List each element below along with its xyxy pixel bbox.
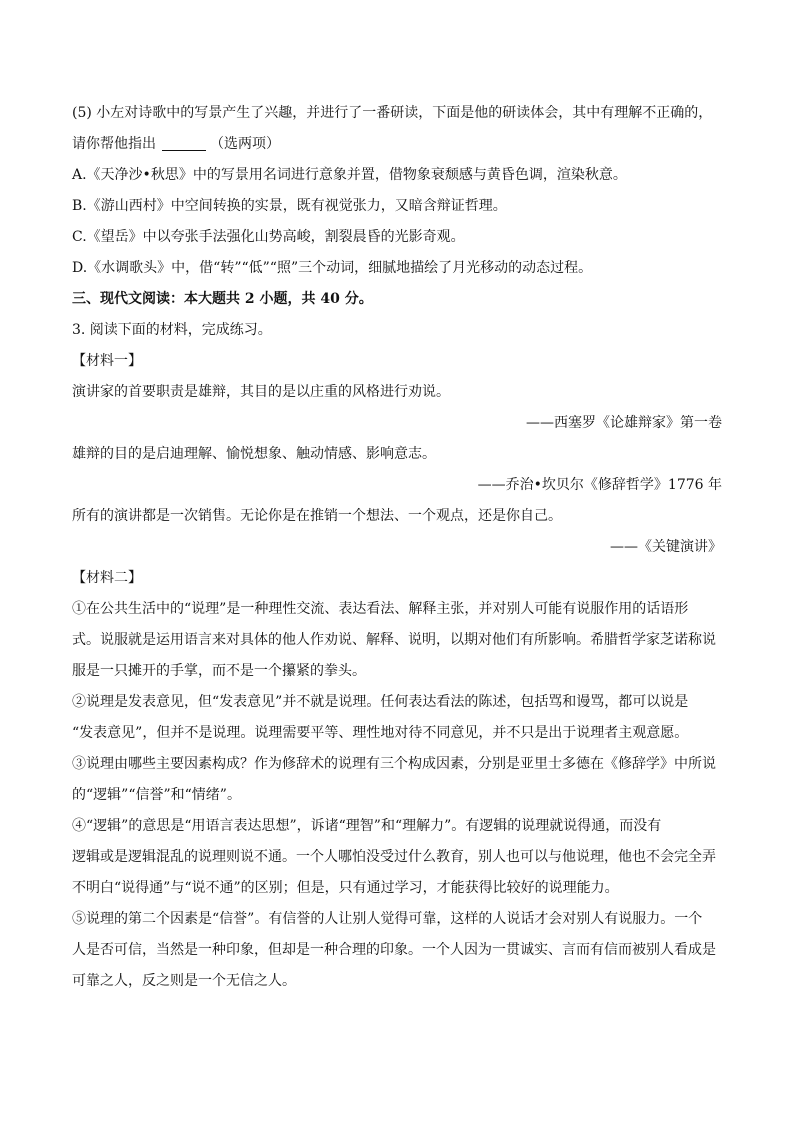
quote-3-text: 所有的演讲都是一次销售。无论你是在推销一个想法、一个观点，还是你自己。 <box>72 508 562 524</box>
material-2-line: 人是否可信，当然是一种印象，但却是一种合理的印象。一个人因为一贯诚实、言而有信而被别人看成是 <box>72 942 716 958</box>
material-2-line: ③说理由哪些主要因素构成？作为修辞术的说理有三个构成因素，分别是亚里士多德在《修辞学》中所说 <box>72 756 716 772</box>
answer-blank[interactable] <box>162 134 206 151</box>
quote-1-source: ——西塞罗《论雄辩家》第一卷 <box>526 415 722 431</box>
material-2-line: ①在公共生活中的“说理”是一种理性交流、表达看法、解释主张，并对别人可能有说服作用的话语形 <box>72 601 689 617</box>
document-page <box>72 98 722 997</box>
material-1-title: 【材料一】 <box>72 353 142 369</box>
material-2-line: “发表意见”，但并不是说理。说理需要平等、理性地对待不同意见，并不只是出于说理者主观意愿。 <box>72 725 689 741</box>
option-a: A.《天净沙•秋思》中的写景用名词进行意象并置，借物象衰颓感与黄昏色调，渲染秋意。 <box>72 167 627 183</box>
question-5-line-1: (5) 小左对诗歌中的写景产生了兴趣，并进行了一番研读，下面是他的研读体会，其中有理解不正确的， <box>72 105 713 121</box>
material-2-line: 逻辑或是逻辑混乱的说理则说不通。一个人哪怕没受过什么教育，别人也可以与他说理，他也不会完全弄 <box>72 849 716 865</box>
option-b: B.《游山西村》中空间转换的实景，既有视觉张力，又暗含辩证哲理。 <box>72 198 507 214</box>
question-5-line-2 <box>72 129 722 160</box>
material-2-title: 【材料二】 <box>72 570 142 586</box>
quote-2-text: 雄辩的目的是启迪理解、愉悦想象、触动情感、影响意志。 <box>72 446 436 462</box>
question-3-intro: 3. 阅读下面的材料，完成练习。 <box>72 322 272 338</box>
material-2-line: 式。说服就是运用语言来对具体的他人作劝说、解释、说明，以期对他们有所影响。希腊哲学家芝诺称说 <box>72 632 716 648</box>
section-3-heading: 三、现代文阅读：本大题共 2 小题，共 40 分。 <box>72 291 373 307</box>
quote-1-text: 演讲家的首要职责是雄辩，其目的是以庄重的风格进行劝说。 <box>72 384 450 400</box>
option-d: D.《水调歌头》中，借“转”“低”“照”三个动词，细腻地描绘了月光移动的动态过程。 <box>72 260 593 276</box>
material-2-line: 不明白“说得通”与“说不通”的区别；但是，只有通过学习，才能获得比较好的说理能力。 <box>72 880 619 896</box>
material-2-line: 服是一只摊开的手掌，而不是一个攥紧的拳头。 <box>72 663 366 679</box>
option-c: C.《望岳》中以夸张手法强化山势高峻，割裂晨昏的光影奇观。 <box>72 229 465 245</box>
material-2-line: ②说理是发表意见，但“发表意见”并不就是说理。任何表达看法的陈述，包括骂和谩骂，都可以说是 <box>72 694 689 710</box>
material-2-line: 可靠之人，反之则是一个无信之人。 <box>72 973 296 989</box>
question-5-prompt: 请你帮他指出 <box>72 136 156 152</box>
quote-3-source: ——《关键演讲》 <box>610 539 722 555</box>
material-2-line: ⑤说理的第二个因素是“信誉”。有信誉的人让别人觉得可靠，这样的人说话才会对别人有说服力。一个 <box>72 911 703 927</box>
quote-2-source: ——乔治•坎贝尔《修辞哲学》1776 年 <box>477 477 722 493</box>
question-5-hint: （选两项） <box>210 136 280 152</box>
material-2-line: ④“逻辑”的意思是“用语言表达思想”，诉诸“理智”和“理解力”。有逻辑的说理就说得通，而没有 <box>72 818 662 834</box>
material-2-line: 的“逻辑”“信誉”和“情绪”。 <box>72 787 241 803</box>
